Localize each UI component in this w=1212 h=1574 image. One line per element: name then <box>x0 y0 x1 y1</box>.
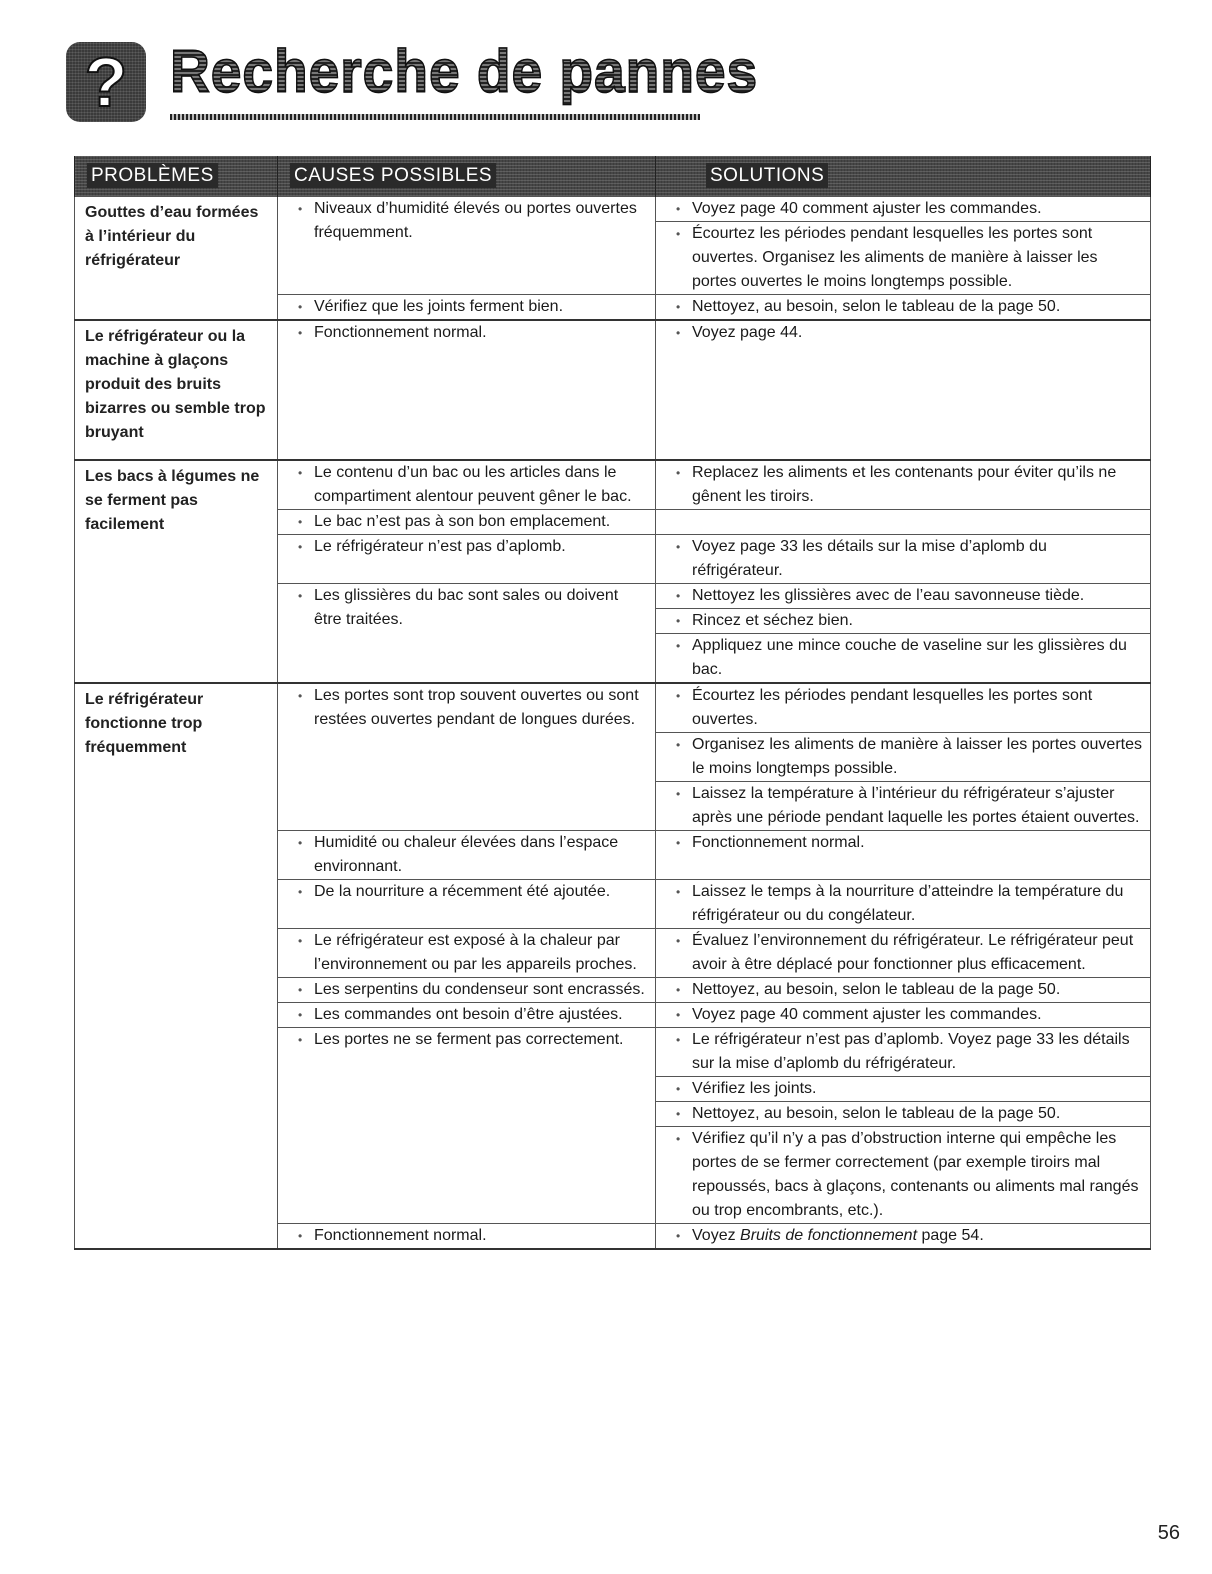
cause-cell <box>278 460 656 510</box>
cause-cell <box>278 978 656 1003</box>
solution-list <box>656 461 1150 509</box>
solution-item: • Vérifiez qu’il n’y a pas d’obstruction interne qui empêche les portes de se fermer correctement (par exemple tiroirs mal repoussés, bacs à glaçons, contenants ou aliments mal rangés ou trop encombrants, etc.). <box>656 1127 1150 1223</box>
solution-item: • Laissez le temps à la nourriture d’atteindre la température du réfrigérateur ou du congélateur. <box>656 880 1150 928</box>
solution-item: • Laissez la température à l’intérieur du réfrigérateur s’ajuster après une période pendant laquelle les portes étaient ouvertes. <box>656 782 1150 830</box>
solution-list <box>656 197 1150 294</box>
solution-list <box>656 321 1150 345</box>
problem-cell: Le réfrigérateur ou la machine à glaçons produit des bruits bizarres ou semble trop bruyant <box>75 320 278 460</box>
cause-item: • Les glissières du bac sont sales ou doivent être traitées. <box>278 584 655 632</box>
solution-item: • Écourtez les périodes pendant lesquelles les portes sont ouvertes. Organisez les aliments de manière à laisser les portes ouvertes le moins longtemps possible. <box>656 222 1150 294</box>
cause-item: • Les portes ne se ferment pas correctement. <box>278 1028 655 1052</box>
solution-item: • Nettoyez, au besoin, selon le tableau de la page 50. <box>656 295 1150 319</box>
title-underline <box>170 114 700 120</box>
cause-item: • Le bac n’est pas à son bon emplacement. <box>278 510 655 534</box>
cause-list <box>278 978 655 1002</box>
cause-list <box>278 535 655 559</box>
solution-cell <box>656 831 1151 880</box>
solution-list <box>656 684 1150 830</box>
question-mark-icon: ? <box>66 42 146 122</box>
header-solutions: SOLUTIONS <box>656 156 1151 197</box>
cause-list <box>278 461 655 509</box>
cause-list <box>278 584 655 632</box>
solution-item: • Nettoyez, au besoin, selon le tableau de la page 50. <box>656 978 1150 1002</box>
solution-item: • Nettoyez, au besoin, selon le tableau de la page 50. <box>656 1102 1150 1127</box>
cause-cell <box>278 295 656 321</box>
table-row <box>75 460 1151 510</box>
solution-item: • Rincez et séchez bien. <box>656 609 1150 634</box>
table-row <box>75 197 1151 295</box>
solution-cell <box>656 880 1151 929</box>
page-number: 56 <box>1157 1522 1180 1544</box>
cause-list <box>278 510 655 534</box>
cause-list <box>278 1028 655 1052</box>
cause-cell <box>278 1003 656 1028</box>
cause-cell <box>278 320 656 460</box>
solution-cell <box>656 1224 1151 1250</box>
solution-cell <box>656 683 1151 831</box>
cause-cell <box>278 1028 656 1224</box>
solution-item: • Voyez page 44. <box>656 321 1150 345</box>
solution-item: • Le réfrigérateur n’est pas d’aplomb. Voyez page 33 les détails sur la mise d’aplomb du réfrigérateur. <box>656 1028 1150 1077</box>
cause-item: • Le réfrigérateur n’est pas d’aplomb. <box>278 535 655 559</box>
solution-cell <box>656 929 1151 978</box>
solution-item: • Écourtez les périodes pendant lesquelles les portes sont ouvertes. <box>656 684 1150 733</box>
solution-item: • Évaluez l’environnement du réfrigérateur. Le réfrigérateur peut avoir à être déplacé pour fonctionner plus efficacement. <box>656 929 1150 977</box>
solution-cell <box>656 197 1151 295</box>
header-problems: PROBLÈMES <box>75 156 278 197</box>
solution-list <box>656 584 1150 682</box>
cause-list <box>278 1003 655 1027</box>
cause-cell <box>278 510 656 535</box>
cause-item: • Les commandes ont besoin d’être ajustées. <box>278 1003 655 1027</box>
cause-cell <box>278 197 656 295</box>
solution-list <box>656 880 1150 928</box>
solution-item: • Nettoyez les glissières avec de l’eau savonneuse tiède. <box>656 584 1150 609</box>
solution-cell <box>656 535 1151 584</box>
cause-list <box>278 197 655 245</box>
cause-item: • Le réfrigérateur est exposé à la chaleur par l’environnement ou par les appareils proches. <box>278 929 655 977</box>
solution-list <box>656 978 1150 1002</box>
cause-item: • Le contenu d’un bac ou les articles dans le compartiment alentour peuvent gêner le bac. <box>278 461 655 509</box>
cause-cell <box>278 584 656 684</box>
solution-list <box>656 831 1150 855</box>
cause-list <box>278 1224 655 1248</box>
solution-cell <box>656 510 1151 535</box>
solution-item <box>656 510 1150 534</box>
cause-cell <box>278 880 656 929</box>
cause-list <box>278 684 655 732</box>
solution-cell <box>656 1028 1151 1224</box>
solution-cell <box>656 295 1151 321</box>
solution-item: • Vérifiez les joints. <box>656 1077 1150 1102</box>
cause-cell <box>278 831 656 880</box>
cause-cell <box>278 929 656 978</box>
cause-item: • Vérifiez que les joints ferment bien. <box>278 295 655 319</box>
cause-item: • De la nourriture a récemment été ajoutée. <box>278 880 655 904</box>
solution-item: • Voyez page 40 comment ajuster les commandes. <box>656 1003 1150 1027</box>
header-causes: CAUSES POSSIBLES <box>278 156 656 197</box>
cause-list <box>278 831 655 879</box>
page-header <box>66 36 759 126</box>
solution-cell <box>656 978 1151 1003</box>
troubleshooting-table <box>74 156 1151 1250</box>
solution-item: • Appliquez une mince couche de vaseline sur les glissières du bac. <box>656 634 1150 682</box>
solution-list <box>656 1003 1150 1027</box>
cause-item: • Fonctionnement normal. <box>278 1224 655 1248</box>
cause-list <box>278 880 655 904</box>
page-title: Recherche de pannes <box>170 36 758 108</box>
cause-cell <box>278 1224 656 1250</box>
cause-item: • Les serpentins du condenseur sont encrassés. <box>278 978 655 1002</box>
problem-cell: Le réfrigérateur fonctionne trop fréquemment <box>75 683 278 1249</box>
solution-item: • Voyez page 33 les détails sur la mise d’aplomb du réfrigérateur. <box>656 535 1150 583</box>
table-body <box>75 197 1151 1250</box>
table-row <box>75 320 1151 460</box>
solution-item: • Fonctionnement normal. <box>656 831 1150 855</box>
solution-cell <box>656 584 1151 684</box>
solution-cell <box>656 1003 1151 1028</box>
solution-list <box>656 1028 1150 1223</box>
cause-item: • Niveaux d’humidité élevés ou portes ouvertes fréquemment. <box>278 197 655 245</box>
solution-list <box>656 295 1150 319</box>
cause-item: • Fonctionnement normal. <box>278 321 655 345</box>
solution-list <box>656 535 1150 583</box>
table-header-row <box>75 156 1151 197</box>
problem-cell: Les bacs à légumes ne se ferment pas facilement <box>75 460 278 683</box>
cause-list <box>278 929 655 977</box>
solution-list <box>656 510 1150 534</box>
cause-list <box>278 321 655 345</box>
solution-list <box>656 1224 1150 1248</box>
problem-cell: Gouttes d’eau formées à l’intérieur du réfrigérateur <box>75 197 278 321</box>
solution-item: • Organisez les aliments de manière à laisser les portes ouvertes le moins longtemps possible. <box>656 733 1150 782</box>
cause-item: • Les portes sont trop souvent ouvertes ou sont restées ouvertes pendant de longues durées. <box>278 684 655 732</box>
cause-item: • Humidité ou chaleur élevées dans l’espace environnant. <box>278 831 655 879</box>
table-row <box>75 683 1151 831</box>
solution-list <box>656 929 1150 977</box>
cause-cell <box>278 683 656 831</box>
solution-item: • Voyez Bruits de fonctionnement page 54. <box>656 1224 1150 1248</box>
cause-cell <box>278 535 656 584</box>
solution-item: • Voyez page 40 comment ajuster les commandes. <box>656 197 1150 222</box>
solution-item: • Replacez les aliments et les contenants pour éviter qu’ils ne gênent les tiroirs. <box>656 461 1150 509</box>
solution-cell <box>656 460 1151 510</box>
cause-list <box>278 295 655 319</box>
solution-cell <box>656 320 1151 460</box>
